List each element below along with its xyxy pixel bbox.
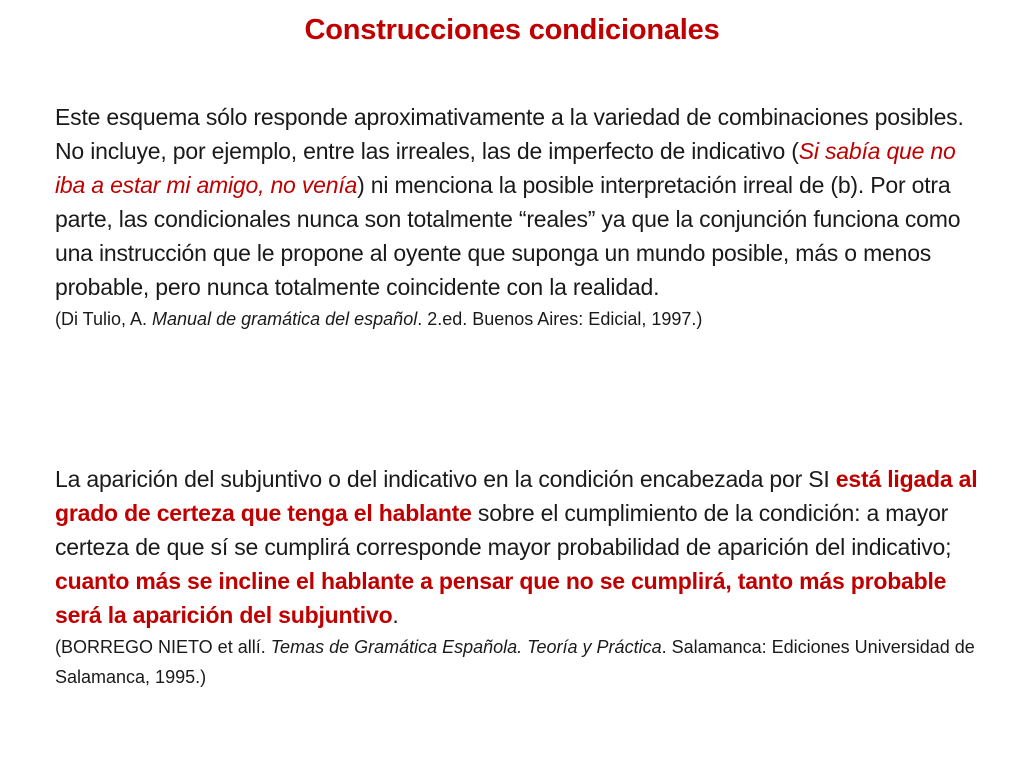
highlight-subjuntivo: cuanto más se incline el hablante a pensar que no se cumplirá, tanto más probable será la aparición del subjuntivo [55,568,947,628]
citation-text: . 2.ed. Buenos Aires: Edicial, 1997.) [417,309,703,329]
slide-title: Construcciones condicionales [304,14,720,46]
highlight-certeza: está ligada al grado de certeza que tenga el hablante [55,466,978,526]
citation-text: . Salamanca: Ediciones Universidad de Salamanca, 1995.) [55,637,975,687]
section-borrego-nieto [55,462,990,692]
citation-book-title: Manual de gramática del español [152,309,418,329]
example-sentence: Si sabía que no iba a estar mi amigo, no venía [55,138,956,198]
citation-borrego [55,632,990,692]
paragraph-text: . [392,602,399,628]
paragraph-text: Este esquema sólo responde aproximativamente a la variedad de combinaciones posibles. No incluye, por ejemplo, entre las irreales, las de imperfecto de indicativo ( [55,104,964,164]
paragraph-subjuntivo [55,462,990,632]
citation-di-tulio [55,304,990,334]
citation-book-title: Temas de Gramática Española. Teoría y Práctica [270,637,662,657]
paragraph-text: La aparición del subjuntivo o del indicativo en la condición encabezada por SI [55,466,836,492]
paragraph-text: ) ni menciona la posible interpretación irreal de (b). Por otra parte, las condicionales nunca son totalmente “reales” ya que la conjunción funciona como una instrucción que le propone al oyente que suponga un mundo posible, más o menos probable, pero nunca totalmente coincidente con la realidad. [55,172,961,300]
section-di-tulio [55,100,990,334]
citation-text: (Di Tulio, A. [55,309,153,329]
citation-text: (BORREGO NIETO et allí. [55,637,271,657]
paragraph-esquema [55,100,990,304]
paragraph-text: sobre el cumplimiento de la condición: a mayor certeza de que sí se cumplirá corresponde mayor probabilidad de aparición del indicativo; [55,500,952,560]
